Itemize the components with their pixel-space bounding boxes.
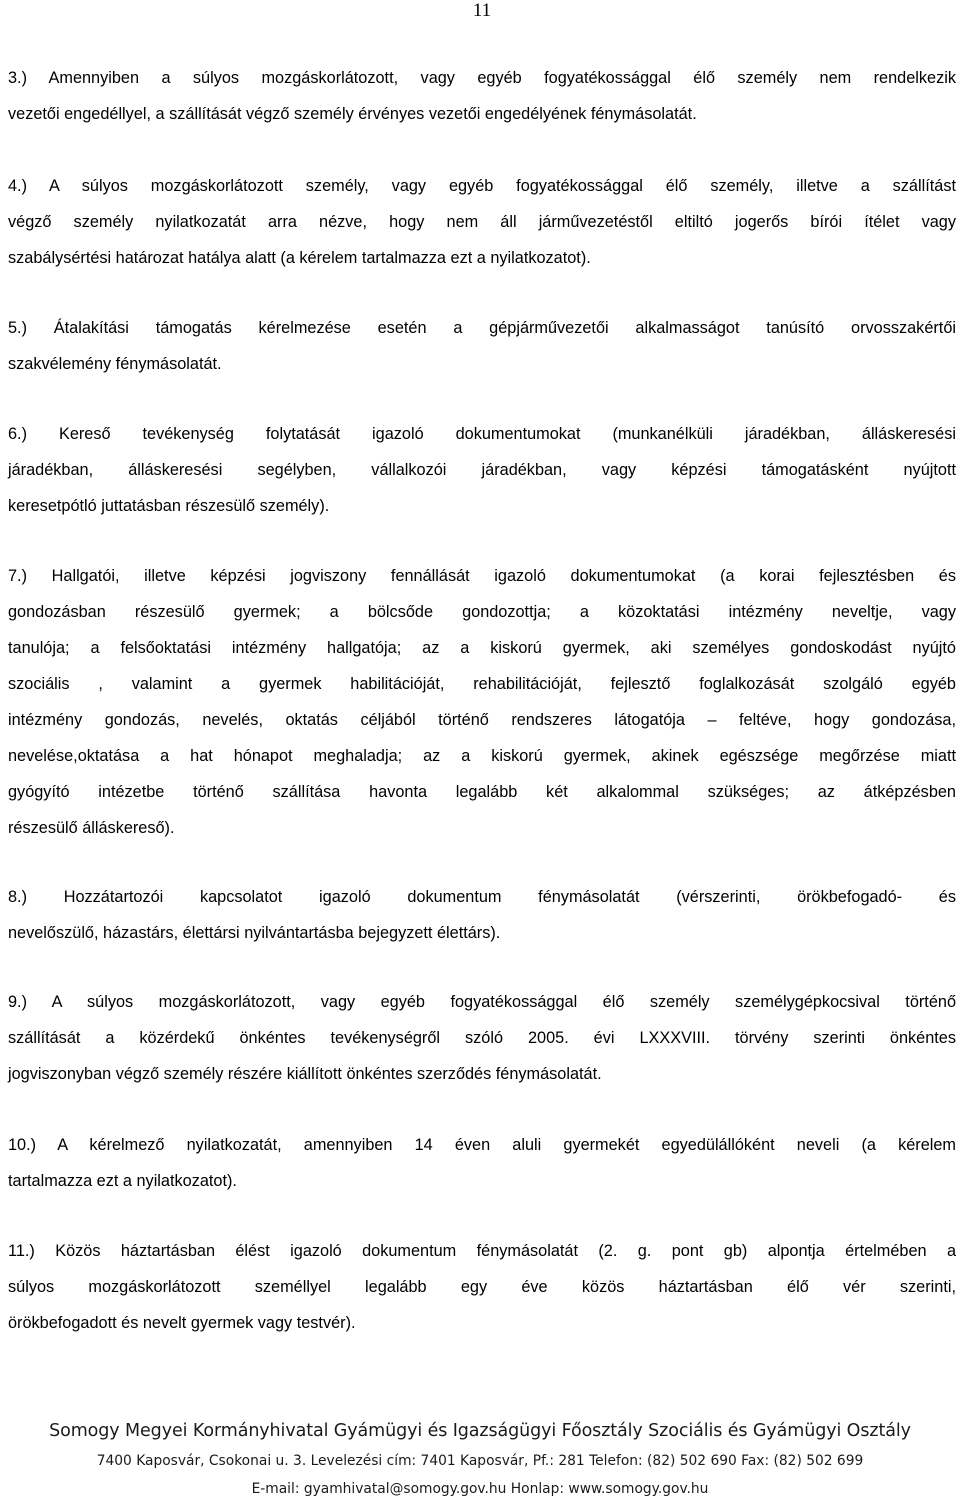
paragraph-line: részesülő álláskereső). (8, 819, 175, 837)
paragraph-line: nevelőszülő, házastárs, élettársi nyilvántartásba bejegyzett élettárs). (8, 924, 501, 942)
page-number: 11 (472, 0, 492, 21)
paragraph-7 (8, 558, 956, 846)
paragraph-line: jogviszonyban végző személy részére kiállított önkéntes szerződés fénymásolatát. (8, 1065, 602, 1083)
paragraph-11 (8, 1233, 956, 1341)
paragraph-line: vezetői engedéllyel, a szállítását végző személy érvényes vezetői engedélyének fénymásolatát. (8, 105, 697, 123)
paragraph-line: intézmény gondozás, nevelés, oktatás céljából történő rendszeres látogatója – feltéve, hogy gondozása, (8, 711, 956, 729)
footer-address: 7400 Kaposvár, Csokonai u. 3. Levelezési cím: 7401 Kaposvár, Pf.: 281 Telefon: (82) 502 690 Fax: (82) 502 699 (96, 1453, 864, 1469)
paragraph-line: gyógyító intézetbe történő szállítása havonta legalább két alkalommal szükséges; az átképzésben (8, 783, 956, 801)
footer-contact: E-mail: gyamhivatal@somogy.gov.hu Honlap: www.somogy.gov.hu (251, 1481, 709, 1497)
paragraph-line: 5.) Átalakítási támogatás kérelmezése esetén a gépjárművezetői alkalmasságot tanúsító orvosszakértői (8, 319, 956, 337)
paragraph-line: 7.) Hallgatói, illetve képzési jogviszony fennállását igazoló dokumentumokat (a korai fejlesztésben és (8, 567, 956, 585)
paragraph-9 (8, 984, 956, 1092)
paragraph-line: súlyos mozgáskorlátozott személlyel legalább egy éve közös háztartásban élő vér szerinti, (8, 1278, 956, 1296)
paragraph-4 (8, 168, 956, 276)
paragraph-line: 4.) A súlyos mozgáskorlátozott személy, vagy egyéb fogyatékossággal élő személy, illetve a szállítást (8, 177, 956, 195)
paragraph-line: nevelése,oktatása a hat hónapot meghaladja; az a kiskorú gyermek, akinek egészsége megőrzése miatt (8, 747, 956, 765)
paragraph-line: szabálysértési határozat hatálya alatt (a kérelem tartalmazza ezt a nyilatkozatot). (8, 249, 591, 267)
paragraph-line: tartalmazza ezt a nyilatkozatot). (8, 1172, 237, 1190)
paragraph-line: gondozásban részesülő gyermek; a bölcsőde gondozottja; a közoktatási intézmény neveltje, vagy (8, 603, 956, 621)
paragraph-line: 6.) Kereső tevékenység folytatását igazoló dokumentumokat (munkanélküli járadékban, álláskeresési (8, 425, 956, 443)
paragraph-10 (8, 1127, 956, 1199)
footer-office-name: Somogy Megyei Kormányhivatal Gyámügyi és Igazságügyi Főosztály Szociális és Gyámügyi Osztály (49, 1421, 911, 1441)
paragraph-line: szociális , valamint a gyermek habilitációját, rehabilitációját, fejlesztő foglalkozását szolgáló egyéb (8, 675, 956, 693)
paragraph-line: járadékban, álláskeresési segélyben, vállalkozói járadékban, vagy képzési támogatásként nyújtott (8, 461, 956, 479)
paragraph-line: 3.) Amennyiben a súlyos mozgáskorlátozott, vagy egyéb fogyatékossággal élő személy nem rendelkezik (8, 69, 956, 87)
paragraph-line: örökbefogadott és nevelt gyermek vagy testvér). (8, 1314, 356, 1332)
paragraph-5 (8, 310, 956, 382)
paragraph-line: szállítását a közérdekű önkéntes tevékenységről szóló 2005. évi LXXXVIII. törvény szerinti önkéntes (8, 1029, 956, 1047)
paragraph-6 (8, 416, 956, 524)
paragraph-line: 9.) A súlyos mozgáskorlátozott, vagy egyéb fogyatékossággal élő személy személygépkocsival történő (8, 993, 956, 1011)
paragraph-line: tanulója; a felsőoktatási intézmény hallgatója; az a kiskorú gyermek, aki személyes gondoskodást nyújtó (8, 639, 956, 657)
paragraph-line: végző személy nyilatkozatát arra nézve, hogy nem áll járművezetéstől eltiltó jogerős bírói ítélet vagy (8, 213, 956, 231)
paragraph-line: keresetpótló juttatásban részesülő személy). (8, 497, 330, 515)
paragraph-8 (8, 879, 956, 951)
paragraph-line: 11.) Közös háztartásban élést igazoló dokumentum fénymásolatát (2. g. pont gb) alpontja értelmében a (8, 1242, 956, 1260)
paragraph-line: 8.) Hozzátartozói kapcsolatot igazoló dokumentum fénymásolatát (vérszerinti, örökbefogadó- és (8, 888, 956, 906)
paragraph-3 (8, 60, 956, 132)
paragraph-line: szakvélemény fénymásolatát. (8, 355, 222, 373)
paragraph-line: 10.) A kérelmező nyilatkozatát, amennyiben 14 éven aluli gyermekét egyedülállóként neveli (a kérelem (8, 1136, 956, 1154)
